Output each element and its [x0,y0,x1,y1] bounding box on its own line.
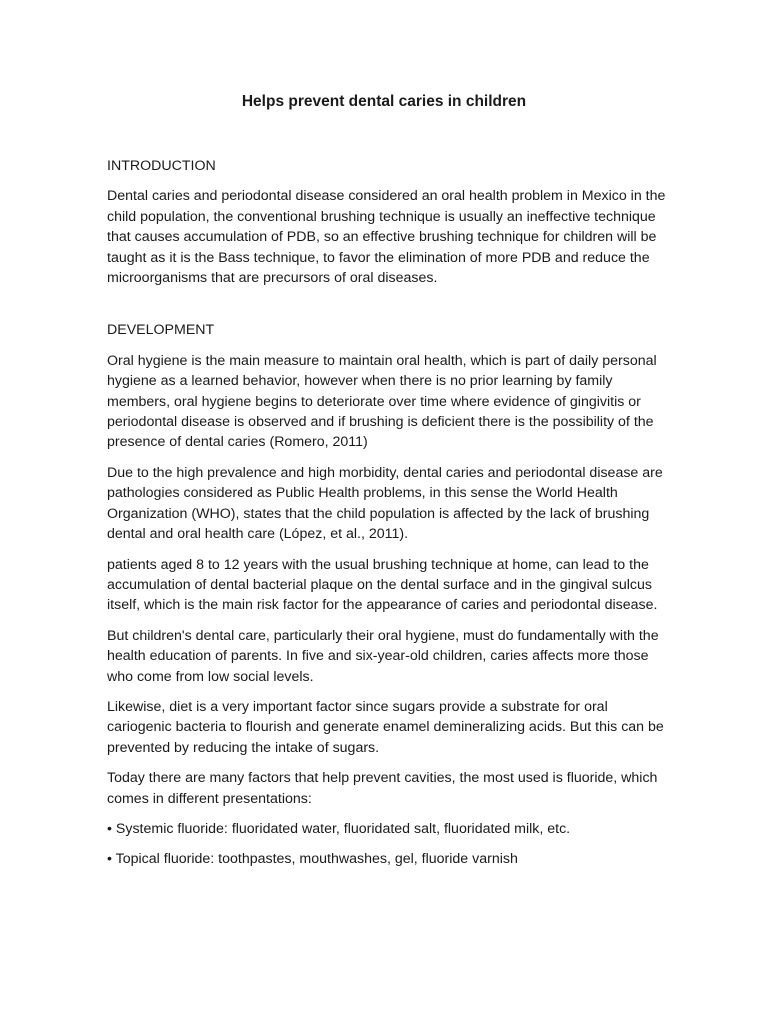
section-heading-introduction: INTRODUCTION [107,158,216,174]
introduction-paragraph: Dental caries and periodontal disease considered an oral health problem in Mexico in the child population, the conventional brushing technique is usually an ineffective technique that causes accumulation of PDB, so an effective brushing technique for children will be taught as it is the Bass technique, to favor the elimination of more PDB and reduce the microorganisms that are precursors of oral diseases. [107,188,666,287]
development-paragraph: Oral hygiene is the main measure to maintain oral health, which is part of daily personal hygiene as a learned behavior, however when there is no prior learning by family members, oral hygiene begins to deteriorate over time where evidence of gingivitis or periodontal disease is observed and if brushing is deficient there is the possibility of the presence of dental caries (Romero, 2011) [107,352,657,451]
development-paragraph: Today there are many factors that help prevent cavities, the most used is fluoride, which comes in different presentations: [107,770,658,807]
bullet-item-systemic-fluoride: • Systemic fluoride: fluoridated water, fluoridated salt, fluoridated milk, etc. [107,820,571,837]
document-title: Helps prevent dental caries in children [241,93,527,110]
document-body [107,156,667,880]
development-paragraph: Due to the high prevalence and high morbidity, dental caries and periodontal disease are pathologies considered as Public Health problems, in this sense the World Health Organization (WHO), states that the child population is affected by the lack of brushing dental and oral health care (López, et al., 2011). [107,464,663,543]
section-heading-development: DEVELOPMENT [107,322,215,339]
development-paragraph: But children's dental care, particularly their oral hygiene, must do fundamentally with the health education of parents. In five and six-year-old children, caries affects more those who come from low social levels. [107,627,659,685]
bullet-item-topical-fluoride: • Topical fluoride: toothpastes, mouthwashes, gel, fluoride varnish [107,851,518,868]
development-paragraph: Likewise, diet is a very important factor since sugars provide a substrate for oral cariogenic bacteria to flourish and generate enamel demineralizing acids. But this can be prevented by reducing the intake of sugars. [107,698,664,756]
development-paragraph: patients aged 8 to 12 years with the usual brushing technique at home, can lead to the accumulation of dental bacterial plaque on the dental surface and in the gingival sulcus itself, which is the main risk factor for the appearance of caries and periodontal disease. [107,556,658,614]
